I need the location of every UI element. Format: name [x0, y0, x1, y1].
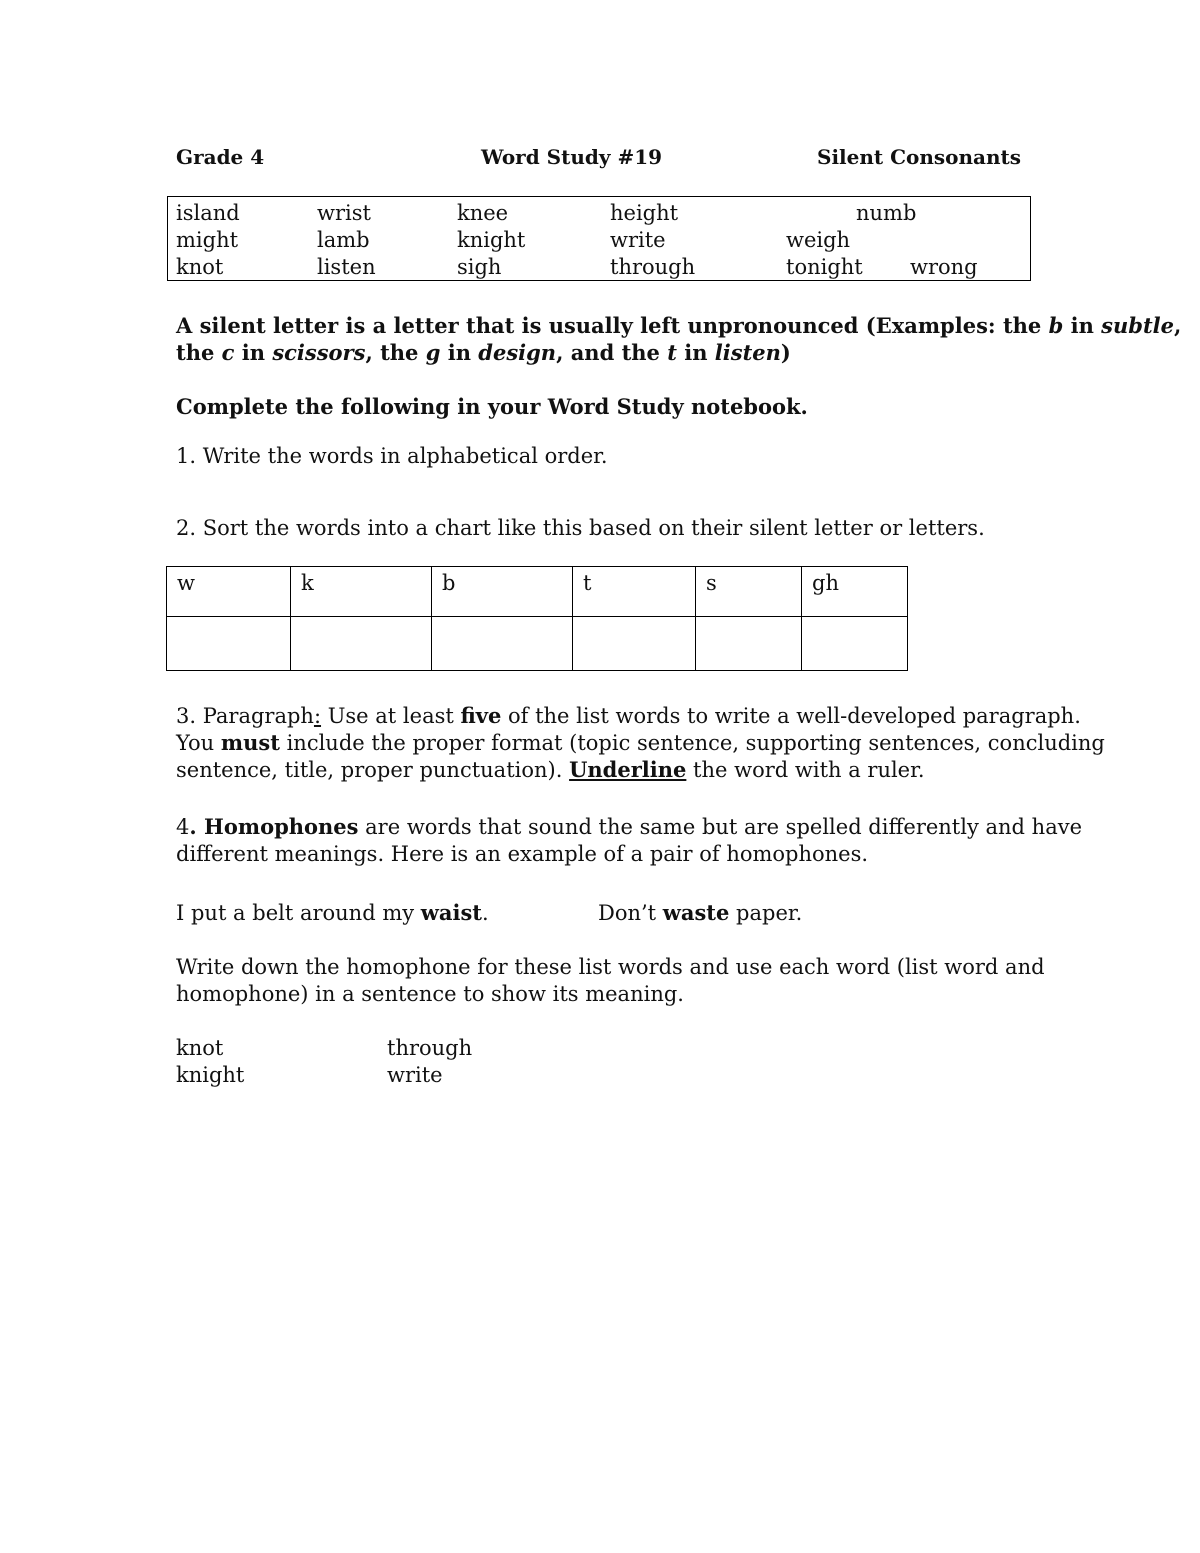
sort-header-k: k	[291, 567, 432, 617]
sort-header-t: t	[573, 567, 696, 617]
word-write: write	[610, 228, 666, 252]
topic-label: Silent Consonants	[817, 145, 1022, 169]
task-4-line-1: 4. Homophones are words that sound the same but are spelled differently and have	[176, 814, 1082, 839]
word-wrong: wrong	[910, 255, 978, 279]
word-island: island	[176, 201, 240, 225]
definition-line-2: the c in scissors, the g in design, and the t in listen)	[176, 340, 791, 365]
write-down-line-2: homophone) in a sentence to show its meaning.	[176, 982, 684, 1006]
sort-cell	[696, 617, 802, 671]
sort-chart-header-row	[167, 567, 908, 617]
sort-cell	[432, 617, 573, 671]
task-3-line-2: You must include the proper format (topic sentence, supporting sentences, concluding	[176, 730, 1105, 755]
sort-header-s: s	[696, 567, 802, 617]
sort-header-gh: gh	[802, 567, 908, 617]
sort-cell	[573, 617, 696, 671]
definition-line-1: A silent letter is a letter that is usually left unpronounced (Examples: the b in subtle,	[176, 313, 1182, 338]
sort-cell	[291, 617, 432, 671]
page-title: Word Study #19	[481, 145, 663, 169]
word-lamb: lamb	[317, 228, 370, 252]
sort-cell	[802, 617, 908, 671]
write-down-line-1: Write down the homophone for these list words and use each word (list word and	[176, 955, 1045, 979]
word-numb: numb	[856, 201, 917, 225]
task-1: 1. Write the words in alphabetical order.	[176, 444, 608, 468]
homophone-word-write: write	[387, 1063, 443, 1087]
sort-chart	[166, 566, 908, 671]
task-3-line-3: sentence, title, proper punctuation). Underline the word with a ruler.	[176, 757, 925, 782]
word-through: through	[610, 255, 696, 279]
task-4-line-2: different meanings. Here is an example of a pair of homophones.	[176, 842, 869, 866]
grade-label: Grade 4	[176, 145, 265, 169]
word-wrist: wrist	[317, 201, 371, 225]
sort-chart-empty-row	[167, 617, 908, 671]
homophone-word-through: through	[387, 1036, 473, 1060]
instructions-heading: Complete the following in your Word Study notebook.	[176, 394, 808, 419]
word-sigh: sigh	[457, 255, 502, 279]
word-knot: knot	[176, 255, 224, 279]
word-knee: knee	[457, 201, 509, 225]
word-knight: knight	[457, 228, 526, 252]
word-listen: listen	[317, 255, 376, 279]
sort-cell	[167, 617, 291, 671]
task-2: 2. Sort the words into a chart like this based on their silent letter or letters.	[176, 516, 985, 540]
sort-header-b: b	[432, 567, 573, 617]
word-height: height	[610, 201, 679, 225]
homophone-word-knot: knot	[176, 1036, 224, 1060]
word-might: might	[176, 228, 239, 252]
task-3-line-1: 3. Paragraph: Use at least five of the list words to write a well-developed paragraph.	[176, 703, 1081, 728]
word-weigh: weigh	[786, 228, 851, 252]
word-tonight: tonight	[786, 255, 863, 279]
sort-header-w: w	[167, 567, 291, 617]
example-waste: Don’t waste paper.	[598, 900, 803, 925]
homophone-word-knight: knight	[176, 1063, 245, 1087]
example-waist: I put a belt around my waist.	[176, 900, 489, 925]
